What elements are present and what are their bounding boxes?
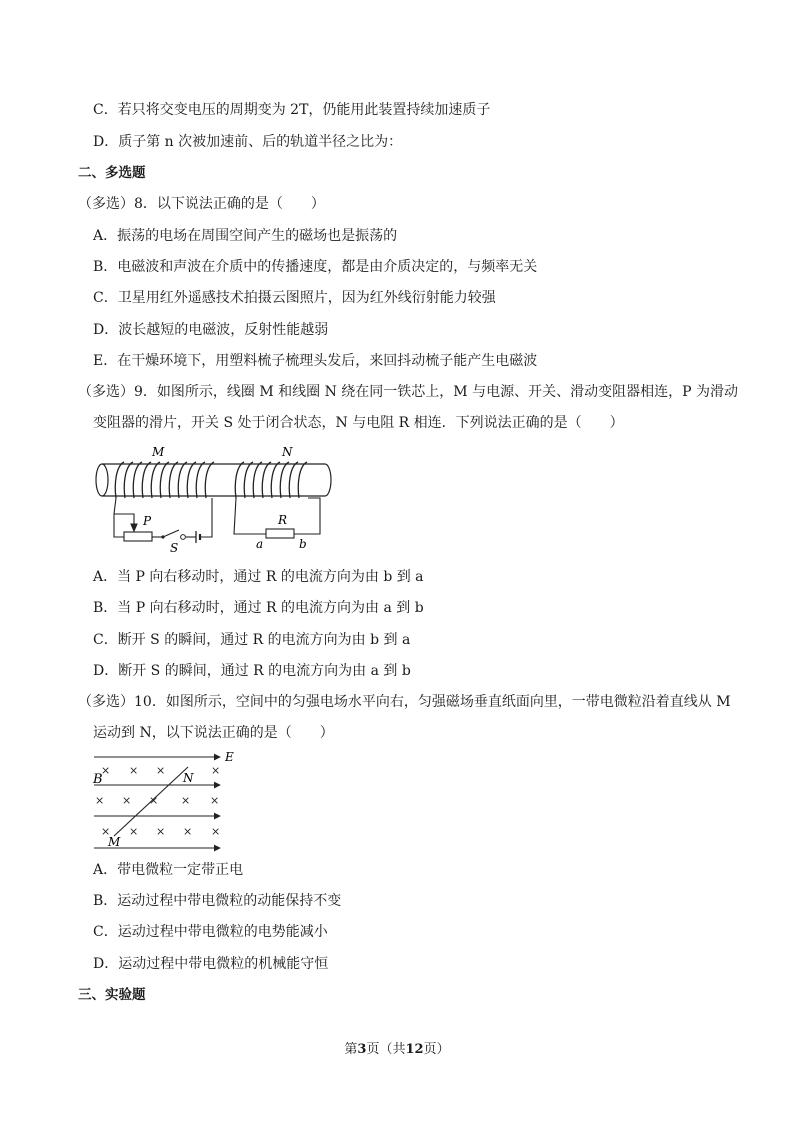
q9-option-a: A．当 P 向右移动时，通过 R 的电流方向为由 b 到 a xyxy=(93,569,424,585)
q9-coil-circuit-figure xyxy=(90,444,340,556)
label-b: B xyxy=(93,772,103,787)
svg-text:×: × xyxy=(211,825,221,838)
svg-text:×: × xyxy=(129,764,139,777)
label-m: M xyxy=(108,835,121,849)
svg-text:×: × xyxy=(211,764,221,777)
coil-m xyxy=(115,462,214,498)
label-b: b xyxy=(299,537,307,551)
coil-n xyxy=(235,462,307,498)
label-e: E xyxy=(225,750,234,764)
label-n: N xyxy=(183,771,194,785)
q10-stem-line2: 运动到 N，以下说法正确的是（ ） xyxy=(93,725,334,741)
q10-field-figure xyxy=(88,748,248,856)
label-p: P xyxy=(143,514,152,528)
q8-option-a: A．振荡的电场在周围空间产生的磁场也是振荡的 xyxy=(93,228,398,244)
label-a: a xyxy=(256,537,264,551)
svg-text:×: × xyxy=(95,794,105,807)
label-r: R xyxy=(278,513,288,527)
svg-text:×: × xyxy=(210,794,220,807)
label-n: N xyxy=(282,445,293,459)
svg-text:×: × xyxy=(122,794,132,807)
q8-option-c: C．卫星用红外遥感技术拍摄云图照片，因为红外线衍射能力较强 xyxy=(93,290,496,306)
q10-option-c: C．运动过程中带电微粒的电势能减小 xyxy=(93,924,328,940)
total-pages: 12 xyxy=(405,1042,424,1057)
q9-option-c: C．断开 S 的瞬间，通过 R 的电流方向为由 b 到 a xyxy=(93,632,411,648)
iron-core xyxy=(96,464,331,496)
q9-stem-line1: （多选）9．如图所示，线圈 M 和线圈 N 绕在同一铁芯上，M 与电源、开关、滑动变阻器相连，P 为滑动 xyxy=(78,384,738,400)
svg-text:×: × xyxy=(129,825,139,838)
switch-contact-left xyxy=(161,535,164,538)
svg-text:×: × xyxy=(181,794,191,807)
q10-option-d: D．运动过程中带电微粒的机械能守恒 xyxy=(93,956,329,972)
q10-stem-line1: （多选）10．如图所示，空间中的匀强电场水平向右，匀强磁场垂直纸面向里，一带电微粒沿着直线从 M xyxy=(78,694,731,710)
svg-text:×: × xyxy=(156,825,166,838)
magnetic-field-crosses xyxy=(95,764,220,838)
page-number: 3 xyxy=(357,1042,367,1057)
q10-option-b: B．运动过程中带电微粒的动能保持不变 xyxy=(93,893,342,909)
svg-text:×: × xyxy=(101,825,111,838)
q9-stem-line2: 变阻器的滑片，开关 S 处于闭合状态，N 与电阻 R 相连．下列说法正确的是（ ） xyxy=(93,415,624,431)
q8-stem: （多选）8．以下说法正确的是（ ） xyxy=(78,196,325,212)
q8-option-e: E．在干燥环境下，用塑料梳子梳理头发后，来回抖动梳子能产生电磁波 xyxy=(93,353,538,369)
q7-option-d: D．质子第 n 次被加速前、后的轨道半径之比为： xyxy=(93,134,403,150)
section-title-experiment: 三、实验题 xyxy=(78,987,146,1003)
switch-contact-right xyxy=(181,535,186,540)
q9-option-d: D．断开 S 的瞬间，通过 R 的电流方向为由 a 到 b xyxy=(93,663,411,679)
q10-option-a: A．带电微粒一定带正电 xyxy=(93,862,244,878)
svg-text:×: × xyxy=(101,764,111,777)
svg-text:×: × xyxy=(156,764,166,777)
circuit-n xyxy=(234,498,320,538)
q7-option-c: C．若只将交变电压的周期变为 2T，仍能用此装置持续加速质子 xyxy=(93,102,491,118)
label-m: M xyxy=(152,445,165,459)
q9-option-b: B．当 P 向右移动时，通过 R 的电流方向为由 a 到 b xyxy=(93,600,424,616)
section-title-multiple-choice: 二、多选题 xyxy=(78,165,146,181)
label-s: S xyxy=(170,541,179,555)
q8-option-b: B．电磁波和声波在介质中的传播速度，都是由介质决定的，与频率无关 xyxy=(93,259,538,275)
svg-text:×: × xyxy=(183,825,193,838)
q8-option-d: D．波长越短的电磁波，反射性能越弱 xyxy=(93,322,329,338)
page-footer: 第3页（共12页） xyxy=(344,1042,450,1057)
svg-text:×: × xyxy=(149,794,159,807)
